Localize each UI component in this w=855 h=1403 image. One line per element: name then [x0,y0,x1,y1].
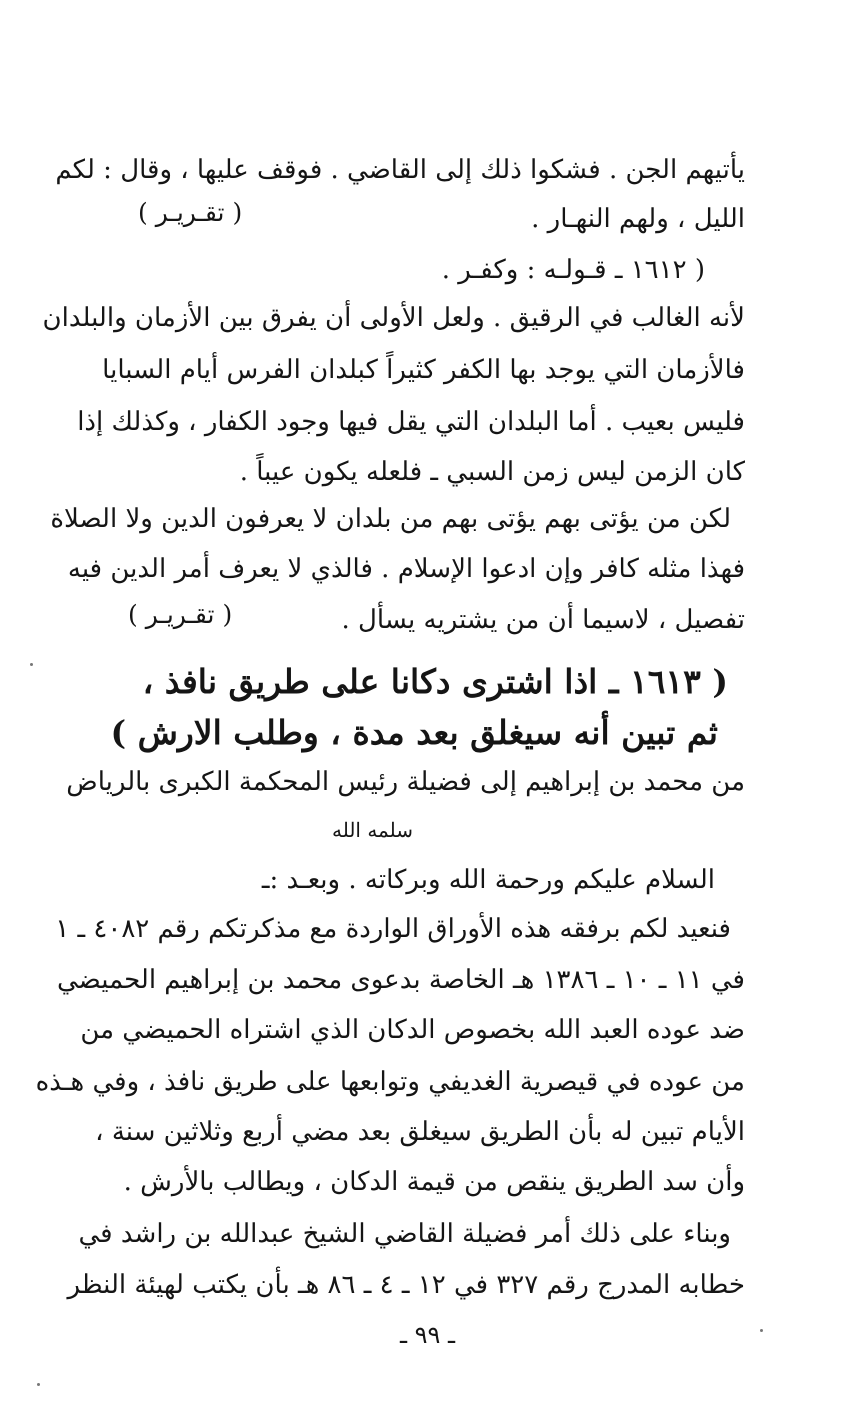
taqrir-label-1: ( تقـريـر ) [138,198,243,227]
text-line-15: من عوده في قيصرية الغديفي وتوابعها على طريق نافذ ، وفي هـذه [35,1067,745,1097]
text-line-13: في ١١ ـ ١٠ ـ ١٣٨٦ هـ الخاصة بدعوى محمد بن إبراهيم الحميضي [57,965,745,995]
text-line-10: تفصيل ، لاسيما أن من يشتريه يسأل . [341,605,745,635]
entry-1612-line: ( ١٦١٢ ـ قـولـه : وكفـر . [441,255,705,285]
text-line-5: فالأزمان التي يوجد بها الكفر كثيراً كبلدان الفرس أيام السبايا [102,355,745,385]
text-line-1: يأتيهم الجن . فشكوا ذلك إلى القاضي . فوقف عليها ، وقال : لكم [55,155,745,185]
text-line-17: وأن سد الطريق ينقص من قيمة الدكان ، ويطالب بالأرش . [123,1167,745,1197]
text-line-4: لأنه الغالب في الرقيق . ولعل الأولى أن يفرق بين الأزمان والبلدان [42,303,745,333]
scan-speck [30,663,33,666]
text-line-8: لكن من يؤتى بهم يؤتى بهم من بلدان لا يعرفون الدين ولا الصلاة [50,504,731,534]
text-line-14: ضد عوده العبد الله بخصوص الدكان الذي اشتراه الحميضي من [80,1015,745,1045]
text-line-9: فهذا مثله كافر وإن ادعوا الإسلام . فالذي لا يعرف أمر الدين فيه [67,554,745,584]
text-line-18: وبناء على ذلك أمر فضيلة القاضي الشيخ عبدالله بن راشد في [78,1219,731,1249]
greeting-line: السلام عليكم ورحمة الله وبركاته . وبعـد :ـ [261,865,715,895]
text-line-12: فنعيد لكم برفقه هذه الأوراق الواردة مع مذكرتكم رقم ٤٠٨٢ ـ ١ [55,914,731,944]
text-line-7: كان الزمن ليس زمن السبي ـ فلعله يكون عيباً . [239,457,745,487]
entry-1613-heading-line-2: ثم تبين أنه سيغلق بعد مدة ، وطلب الارش ) [110,713,718,752]
entry-1613-heading-line-1: ( ١٦١٣ ـ اذا اشترى دكانا على طريق نافذ ، [142,662,728,701]
taqrir-label-2: ( تقـريـر ) [128,600,233,629]
letter-from-line: من محمد بن إبراهيم إلى فضيلة رئيس المحكمة الكبرى بالرياض [66,767,745,797]
salutation: سلمه الله [331,818,413,842]
text-line-2: الليل ، ولهم النهـار . [531,204,745,234]
text-line-16: الأيام تبين له بأن الطريق سيغلق بعد مضي أربع وثلاثين سنة ، [95,1117,745,1147]
text-line-6: فليس بعيب . أما البلدان التي يقل فيها وجود الكفار ، وكذلك إذا [77,407,745,437]
page-number: ـ ٩٩ ـ [399,1321,456,1349]
scan-speck [760,1329,763,1332]
scan-speck [37,1383,40,1386]
text-line-19: خطابه المدرج رقم ٣٢٧ في ١٢ ـ ٤ ـ ٨٦ هـ بأن يكتب لهيئة النظر [67,1270,745,1300]
